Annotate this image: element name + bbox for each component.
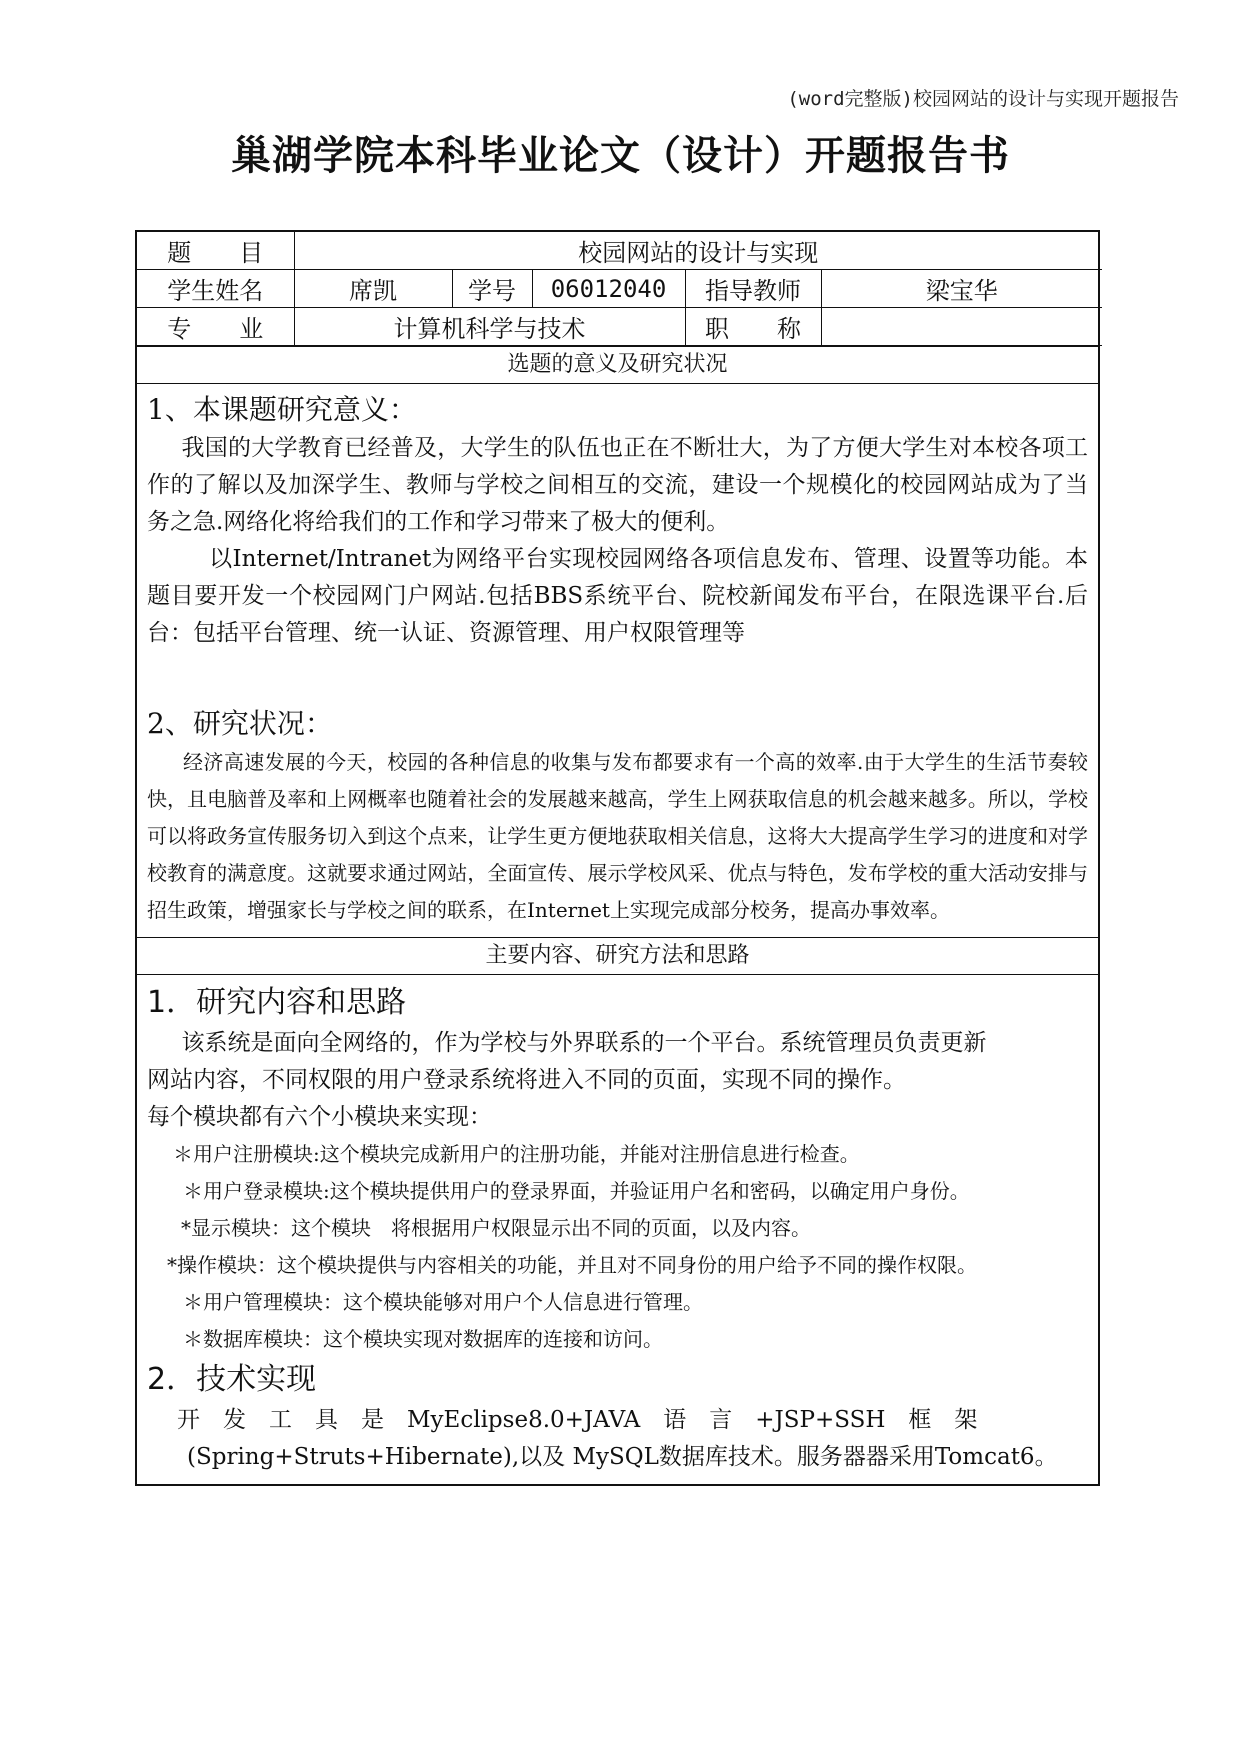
module-item: ＊用户管理模块：这个模块能够对用户个人信息进行管理。 — [183, 1290, 703, 1314]
section-significance-body — [137, 384, 1098, 937]
paragraph: 每个模块都有六个小模块来实现： — [147, 1104, 492, 1130]
paragraph: 该系统是面向全网络的，作为学校与外界联系的一个平台。系统管理员负责更新 — [181, 1030, 987, 1056]
student-id-label: 学号 — [452, 270, 532, 308]
subsection-title: 2．技术实现 — [147, 1362, 317, 1397]
info-table — [137, 232, 1102, 346]
subsection-title: 2、研究状况： — [147, 707, 333, 740]
module-item: *显示模块：这个模块 将根据用户权限显示出不同的页面，以及内容。 — [181, 1216, 811, 1240]
module-item: ＊数据库模块：这个模块实现对数据库的连接和访问。 — [183, 1327, 663, 1351]
spacer — [147, 652, 1088, 704]
advisor-value: 梁宝华 — [821, 270, 1102, 308]
paragraph: (Spring+Struts+Hibernate),以及 MySQL数据库技术。服务器器采用Tomcat6。 — [187, 1444, 1058, 1470]
major-value: 计算机科学与技术 — [294, 308, 685, 346]
student-name-label: 学生姓名 — [137, 270, 294, 308]
major-row — [137, 308, 1102, 346]
paragraph: 网站内容，不同权限的用户登录系统将进入不同的页面，实现不同的操作。 — [147, 1067, 906, 1093]
topic-row — [137, 232, 1102, 270]
advisor-label: 指导教师 — [685, 270, 821, 308]
topic-label: 题 目 — [137, 232, 294, 270]
module-item: ＊用户注册模块:这个模块完成新用户的注册功能，并能对注册信息进行检查。 — [173, 1142, 860, 1166]
student-id-value: 06012040 — [532, 270, 685, 308]
section-heading-content: 主要内容、研究方法和思路 — [137, 937, 1098, 975]
subsection-title: 1、本课题研究意义： — [147, 393, 417, 426]
paragraph: 经济高速发展的今天，校园的各种信息的收集与发布都要求有一个高的效率.由于大学生的生活节奏较快，且电脑普及率和上网概率也随着社会的发展越来越高，学生上网获取信息的机会越来越多。所以，学校可以将政务宣传服务切入到这个点来，让学生更方便地获取相关信息，这将大大提高学生学习的进度和对学校教育的满意度。这就要求通过网站，全面宣传、展示学校风采、优点与特色，发布学校的重大活动安排与招生政策，增强家长与学校之间的联系，在Internet上实现完成部分校务，提高办事效率。 — [147, 750, 1088, 922]
module-item: ＊用户登录模块:这个模块提供用户的登录界面，并验证用户名和密码，以确定用户身份。 — [183, 1179, 970, 1203]
paragraph: 开 发 工 具 是 MyEclipse8.0+JAVA 语 言 +JSP+SSH 框 架 — [177, 1407, 978, 1433]
student-name-value: 席凯 — [294, 270, 452, 308]
topic-value: 校园网站的设计与实现 — [294, 232, 1102, 270]
document-title: 巢湖学院本科毕业论文（设计）开题报告书 — [231, 133, 1010, 179]
subsection-title: 1．研究内容和思路 — [147, 985, 407, 1020]
report-form — [135, 230, 1100, 1486]
rank-label: 职 称 — [685, 308, 821, 346]
section-content-body — [137, 975, 1098, 1484]
paragraph: 以Internet/Intranet为网络平台实现校园网络各项信息发布、管理、设置等功能。本题目要开发一个校园网门户网站.包括BBS系统平台、院校新闻发布平台，在限选课平台.后台：包括平台管理、统一认证、资源管理、用户权限管理等 — [147, 546, 1088, 646]
paragraph: 我国的大学教育已经普及，大学生的队伍也正在不断壮大，为了方便大学生对本校各项工作的了解以及加深学生、教师与学校之间相互的交流，建设一个规模化的校园网站成为了当务之急.网络化将给我们的工作和学习带来了极大的便利。 — [147, 435, 1088, 535]
module-item: *操作模块：这个模块提供与内容相关的功能，并且对不同身份的用户给予不同的操作权限。 — [167, 1253, 977, 1277]
rank-value — [821, 308, 1102, 346]
running-header: (word完整版)校园网站的设计与实现开题报告 — [787, 88, 1179, 110]
section-heading-significance: 选题的意义及研究状况 — [137, 346, 1098, 384]
student-row — [137, 270, 1102, 308]
major-label: 专 业 — [137, 308, 294, 346]
